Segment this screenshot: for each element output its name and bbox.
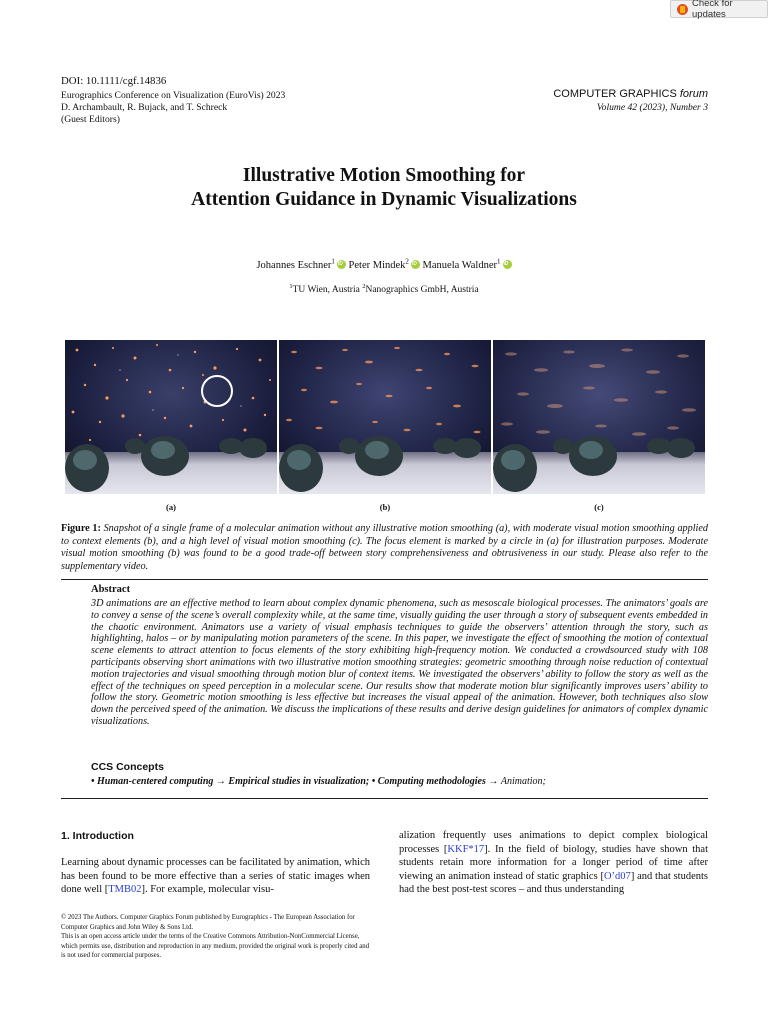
license-line: This is an open access article under the terms of the Creative Commons Attribution-NonCommercial License, which permits use, distribution and reproduction in any medium, provided the original work is properly cited and is not used for commercial purposes.: [61, 933, 370, 960]
abstract-text: 3D animations are an effective method to learn about complex dynamic phenomena, such as mesoscale biological processes. The animators’ goals are to convey a sense of the scene’s overall complexity while, at the same time, visually guiding the user through a story of subsequent events embedded in the chaotic environment. Animators use a variety of visual emphasis techniques to guide the observers’ attention through the story, such as highlighting, halos – or by manipulating motion parameters of the scene. In this paper, we investigate the effect of smoothing the motion of contextual scene elements to attract attention to focus elements of the story exhibiting high-frequency motion. We conducted a crowdsourced study with 108 participants observing short animations with two illustrative motion smoothing strategies: geometric smoothing through noise reduction of contextual motion trajectories and visual smoothing through motion blur of context items. We investigated the observers’ ability to follow the story as well as the effect of the techniques on speed perception in a molecular scene. Our results show that moderate motion blur significantly improves users’ ability to follow the story. Geometric motion smoothing is less effective but increases the visual appeal of the animation. However, both techniques also slow down the perceived speed of the animation. We discuss the implications of these results and derive design guidelines for animators of complex dynamic visualizations.: [91, 598, 708, 727]
figure-panel-c: [493, 340, 705, 494]
ccs-concepts: • Human-centered computing → Empirical studies in visualization; • Computing methodologies → Animation;: [91, 776, 546, 787]
doi[interactable]: DOI: 10.1111/cgf.14836: [61, 75, 167, 87]
orcid-icon[interactable]: [337, 260, 346, 269]
figure-label-b: (b): [379, 502, 391, 512]
figure-label-a: (a): [166, 502, 176, 512]
conference: Eurographics Conference on Visualization (EuroVis) 2023: [61, 90, 286, 101]
editors-note: (Guest Editors): [61, 114, 120, 125]
orcid-icon[interactable]: [503, 260, 512, 269]
figure-panel-a: [65, 340, 277, 494]
molecular-scene-image-c: [493, 340, 705, 494]
volume: Volume 42 (2023), Number 3: [596, 102, 708, 113]
figure-panel-b: [279, 340, 491, 494]
orcid-icon[interactable]: [411, 260, 420, 269]
molecular-scene-image-a: [65, 340, 277, 494]
figure-label-c: (c): [594, 502, 604, 512]
abstract-heading: Abstract: [91, 584, 131, 595]
abstract-bottom-rule: [61, 798, 708, 799]
journal-name: [553, 88, 708, 100]
ccs-heading: CCS Concepts: [91, 761, 164, 773]
author-3: Manuela Waldner$^1$iD: [423, 260, 512, 271]
copyright-line: © 2023 The Authors. Computer Graphics Forum published by Eurographics - The European Association for Computer Graphics and John Wiley & Sons Ltd.: [61, 914, 355, 931]
check-for-updates-label: Check for updates: [692, 0, 733, 20]
author-2: Peter Mindek$^2$iD: [349, 260, 420, 271]
journal-name-main: COMPUTER GRAPHICS: [553, 88, 677, 100]
citation-link[interactable]: TMB02: [108, 884, 142, 896]
paper-title-line-2: Attention Guidance in Dynamic Visualizations: [191, 189, 577, 210]
journal-name-italic: forum: [679, 88, 708, 100]
citation-link[interactable]: O’d07: [603, 870, 631, 882]
abstract-top-rule: [61, 579, 708, 580]
citation-link[interactable]: KKF*17: [447, 843, 485, 855]
check-for-updates-button[interactable]: [670, 0, 768, 18]
molecular-scene-image-b: [279, 340, 491, 494]
figure-caption: [61, 523, 708, 573]
author-1: Johannes Eschner$^1$iD: [256, 260, 345, 271]
affiliations: $^1$TU Wien, Austria $^2$Nanographics GmbH, Austria: [289, 283, 479, 296]
intro-right-paragraph: alization frequently uses animations to depict complex biological processes [KKF*17]. In the field of biology, studies have shown that students retain more information for a longer period of time after viewing an animation instead of static graphics [O’d07] and that students had the best post-test scores – and thus understanding: [399, 830, 708, 896]
editors: D. Archambault, R. Bujack, and T. Schreck: [61, 102, 228, 113]
crossmark-icon: [677, 4, 688, 15]
paper-title-line-1: Illustrative Motion Smoothing for: [242, 165, 526, 186]
copyright-footnote: [61, 913, 373, 961]
author-list: [0, 257, 768, 271]
section-heading-introduction: 1. Introduction: [61, 830, 134, 842]
figure-caption-label: Figure 1:: [61, 523, 101, 534]
intro-left-paragraph: Learning about dynamic processes can be facilitated by animation, which has been found to be more effective than a series of static images when done well [TMB02]. For example, molecular visu-: [61, 857, 370, 896]
figure-caption-text: Snapshot of a single frame of a molecular animation without any illustrative motion smoothing (a), with moderate visual motion smoothing applied to context elements (b), and a high level of visual motion smoothing (c). The focus element is marked by a circle in (a) for illustration purposes. Moderate visual motion smoothing (b) was found to be a good trade-off between story comprehensiveness and obtrusiveness in our study. Please also refer to the supplementary video.: [61, 523, 708, 572]
